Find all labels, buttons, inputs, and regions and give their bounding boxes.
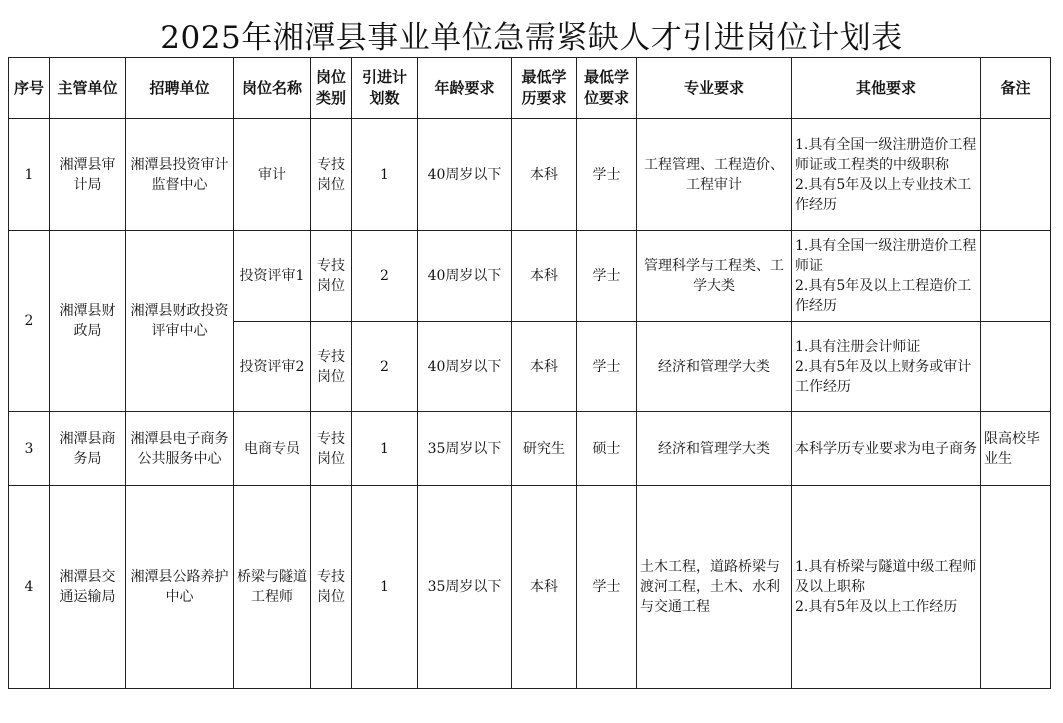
cell-seq: 2 bbox=[9, 231, 50, 412]
cell-seq: 3 bbox=[9, 412, 50, 486]
cell-category: 专技岗位 bbox=[311, 486, 352, 689]
cell-unit: 湘潭县投资审计监督中心 bbox=[126, 119, 234, 231]
cell-dept: 湘潭县商务局 bbox=[50, 412, 126, 486]
cell-degree: 学士 bbox=[577, 231, 637, 322]
cell-age: 40周岁以下 bbox=[418, 119, 512, 231]
header-category: 岗位类别 bbox=[311, 58, 352, 119]
cell-count: 2 bbox=[352, 231, 418, 322]
cell-note bbox=[981, 322, 1051, 412]
cell-unit: 湘潭县财政投资评审中心 bbox=[126, 231, 234, 412]
cell-category: 专技岗位 bbox=[311, 322, 352, 412]
cell-dept: 湘潭县交通运输局 bbox=[50, 486, 126, 689]
table-row bbox=[9, 486, 1051, 689]
page-title: 2025年湘潭县事业单位急需紧缺人才引进岗位计划表 bbox=[160, 20, 903, 56]
cell-major: 经济和管理学大类 bbox=[637, 322, 792, 412]
cell-dept: 湘潭县审计局 bbox=[50, 119, 126, 231]
cell-count: 1 bbox=[352, 119, 418, 231]
cell-edu: 本科 bbox=[512, 322, 577, 412]
cell-category: 专技岗位 bbox=[311, 119, 352, 231]
header-other: 其他要求 bbox=[792, 58, 981, 119]
cell-note bbox=[981, 119, 1051, 231]
cell-age: 35周岁以下 bbox=[418, 486, 512, 689]
cell-edu: 本科 bbox=[512, 119, 577, 231]
cell-other: 1.具有全国一级注册造价工程师证 2.具有5年及以上工程造价工作经历 bbox=[792, 231, 981, 322]
cell-category: 专技岗位 bbox=[311, 412, 352, 486]
cell-age: 40周岁以下 bbox=[418, 322, 512, 412]
cell-dept: 湘潭县财政局 bbox=[50, 231, 126, 412]
cell-note bbox=[981, 231, 1051, 322]
cell-post: 投资评审2 bbox=[234, 322, 311, 412]
cell-age: 40周岁以下 bbox=[418, 231, 512, 322]
cell-degree: 学士 bbox=[577, 322, 637, 412]
cell-degree: 硕士 bbox=[577, 412, 637, 486]
cell-post: 电商专员 bbox=[234, 412, 311, 486]
cell-degree: 学士 bbox=[577, 119, 637, 231]
cell-edu: 研究生 bbox=[512, 412, 577, 486]
header-major: 专业要求 bbox=[637, 58, 792, 119]
table-row bbox=[9, 231, 1051, 322]
recruitment-plan-table bbox=[8, 57, 1051, 689]
table-row bbox=[9, 412, 1051, 486]
cell-edu: 本科 bbox=[512, 486, 577, 689]
cell-major: 经济和管理学大类 bbox=[637, 412, 792, 486]
cell-major: 管理科学与工程类、工学大类 bbox=[637, 231, 792, 322]
header-post: 岗位名称 bbox=[234, 58, 311, 119]
cell-post: 投资评审1 bbox=[234, 231, 311, 322]
cell-age: 35周岁以下 bbox=[418, 412, 512, 486]
cell-note bbox=[981, 486, 1051, 689]
cell-edu: 本科 bbox=[512, 231, 577, 322]
cell-other: 1.具有桥梁与隧道中级工程师及以上职称 2.具有5年及以上工作经历 bbox=[792, 486, 981, 689]
header-degree: 最低学位要求 bbox=[577, 58, 637, 119]
cell-seq: 1 bbox=[9, 119, 50, 231]
cell-post: 桥梁与隧道工程师 bbox=[234, 486, 311, 689]
header-dept: 主管单位 bbox=[50, 58, 126, 119]
table-row bbox=[9, 119, 1051, 231]
header-edu: 最低学历要求 bbox=[512, 58, 577, 119]
header-note: 备注 bbox=[981, 58, 1051, 119]
table-header-row bbox=[9, 58, 1051, 119]
cell-other: 本科学历专业要求为电子商务 bbox=[792, 412, 981, 486]
cell-degree: 学士 bbox=[577, 486, 637, 689]
cell-note: 限高校毕业生 bbox=[981, 412, 1051, 486]
header-seq: 序号 bbox=[9, 58, 50, 119]
cell-major: 土木工程，道路桥梁与渡河工程，土木、水利与交通工程 bbox=[637, 486, 792, 689]
cell-count: 1 bbox=[352, 412, 418, 486]
header-count: 引进计划数 bbox=[352, 58, 418, 119]
cell-unit: 湘潭县公路养护中心 bbox=[126, 486, 234, 689]
header-age: 年龄要求 bbox=[418, 58, 512, 119]
cell-other: 1.具有全国一级注册造价工程师证或工程类的中级职称 2.具有5年及以上专业技术工作经历 bbox=[792, 119, 981, 231]
cell-unit: 湘潭县电子商务公共服务中心 bbox=[126, 412, 234, 486]
cell-seq: 4 bbox=[9, 486, 50, 689]
cell-other: 1.具有注册会计师证 2.具有5年及以上财务或审计工作经历 bbox=[792, 322, 981, 412]
cell-count: 1 bbox=[352, 486, 418, 689]
header-unit: 招聘单位 bbox=[126, 58, 234, 119]
cell-count: 2 bbox=[352, 322, 418, 412]
cell-category: 专技岗位 bbox=[311, 231, 352, 322]
cell-major: 工程管理、工程造价、工程审计 bbox=[637, 119, 792, 231]
cell-post: 审计 bbox=[234, 119, 311, 231]
